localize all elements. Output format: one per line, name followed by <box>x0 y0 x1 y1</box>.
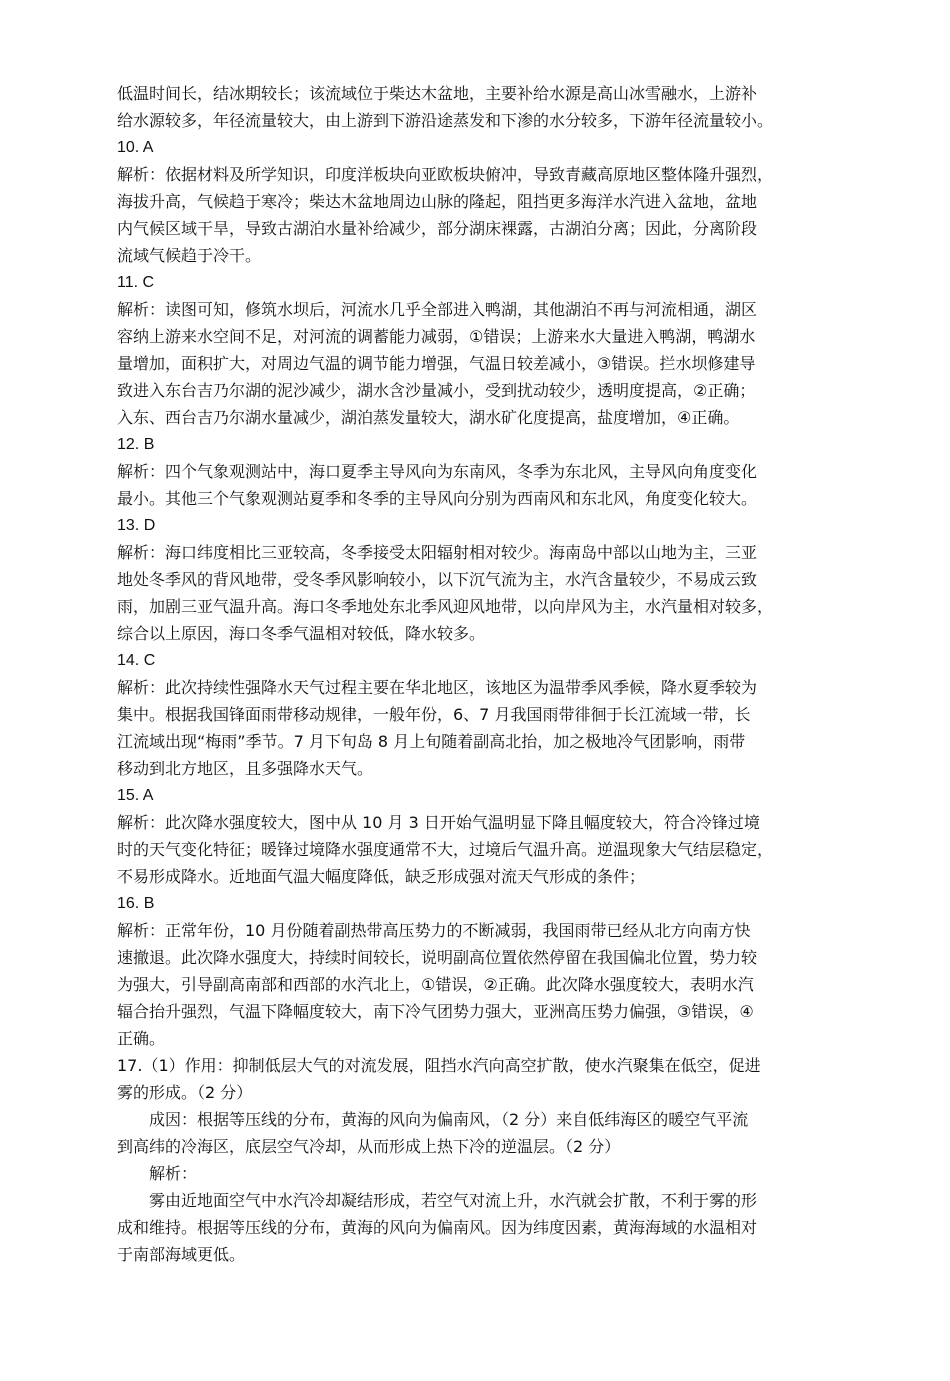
text-line: 解析：此次持续性强降水天气过程主要在华北地区，该地区为温带季风季候，降水夏季较为 <box>117 678 758 697</box>
text-line: 给水源较多，年径流量较大，由上游到下游沿途蒸发和下渗的水分较多，下游年径流量较小。 <box>117 111 774 130</box>
text-line: 解析：四个气象观测站中，海口夏季主导风向为东南风，冬季为东北风，主导风向角度变化 <box>117 462 758 481</box>
text-line: 成和维持。根据等压线的分布，黄海的风向为偏南风。因为纬度因素，黄海海域的水温相对 <box>117 1218 758 1237</box>
text-line: 量增加，面积扩大，对周边气温的调节能力增强，气温日较差减小，③错误。拦水坝修建导 <box>117 354 756 373</box>
text-line: 雾的形成。（2 分） <box>117 1083 253 1102</box>
text-line: 容纳上游来水空间不足，对河流的调蓄能力减弱，①错误；上游来水大量进入鸭湖，鸭湖水 <box>117 327 756 346</box>
text-line: 解析：正常年份，10 月份随着副热带高压势力的不断减弱，我国雨带已经从北方向南方快 <box>117 921 751 940</box>
text-line: 到高纬的冷海区，底层空气冷却，从而形成上热下冷的逆温层。（2 分） <box>117 1137 621 1156</box>
analysis-label: 解析： <box>149 1164 198 1183</box>
answer-17-part-1: 17.（1）作用：抑制低层大气的对流发展，阻挡水汽向高空扩散，使水汽聚集在低空，促进 <box>117 1056 761 1075</box>
answer-17-cause: 成因：根据等压线的分布，黄海的风向为偏南风，（2 分）来自低纬海区的暖空气平流 <box>149 1110 749 1129</box>
text-line: 致进入东台吉乃尔湖的泥沙减少，湖水含沙量减小，受到扰动较少，透明度提高，②正确； <box>117 381 756 400</box>
text-line: 时的天气变化特征；暖锋过境降水强度通常不大，过境后气温升高。逆温现象大气结层稳定， <box>117 840 774 859</box>
text-line: 地处冬季风的背风地带，受冬季风影响较小，以下沉气流为主，水汽含量较少，不易成云致 <box>117 570 758 589</box>
text-line: 江流域出现“梅雨”季节。7 月下旬岛 8 月上旬随着副高北抬，加之极地冷气团影响，雨带 <box>117 732 746 751</box>
answer-document <box>117 80 842 1268</box>
text-line: 不易形成降水。近地面气温大幅度降低，缺乏形成强对流天气形成的条件； <box>117 867 646 886</box>
text-line: 解析：此次降水强度较大，图中从 10 月 3 日开始气温明显下降且幅度较大，符合冷锋过境 <box>117 813 760 832</box>
text-line: 解析：海口纬度相比三亚较高，冬季接受太阳辐射相对较少。海南岛中部以山地为主，三亚 <box>117 543 758 562</box>
answer-label-10: 10. A <box>117 139 154 156</box>
answer-label-13: 13. D <box>117 517 156 534</box>
answer-label-12: 12. B <box>117 436 155 453</box>
text-line: 海拔升高，气候趋于寒冷；柴达木盆地周边山脉的隆起，阻挡更多海洋水汽进入盆地，盆地 <box>117 192 758 211</box>
text-line: 辐合抬升强烈，气温下降幅度较大，南下冷气团势力强大，亚洲高压势力偏强，③错误，④ <box>117 1002 754 1021</box>
text-line: 集中。根据我国锋面雨带移动规律，一般年份，6、7 月我国雨带徘徊于长江流域一带，长 <box>117 705 751 724</box>
text-line: 为强大，引导副高南部和西部的水汽北上，①错误，②正确。此次降水强度较大，表明水汽 <box>117 975 754 994</box>
answer-label-16: 16. B <box>117 895 155 912</box>
text-line: 于南部海域更低。 <box>117 1245 246 1264</box>
text-line: 速撤退。此次降水强度大，持续时间较长，说明副高位置依然停留在我国偏北位置，势力较 <box>117 948 758 967</box>
text-line: 雾由近地面空气中水汽冷却凝结形成，若空气对流上升，水汽就会扩散，不利于雾的形 <box>149 1191 758 1210</box>
text-line: 入东、西台吉乃尔湖水量减少，湖泊蒸发量较大，湖水矿化度提高，盐度增加，④正确。 <box>117 408 740 427</box>
answer-label-11: 11. C <box>117 274 155 291</box>
text-line: 综合以上原因，海口冬季气温相对较低，降水较多。 <box>117 624 486 643</box>
text-line: 雨，加剧三亚气温升高。海口冬季地处东北季风迎风地带，以向岸风为主，水汽量相对较多， <box>117 597 774 616</box>
text-line: 流域气候趋于冷干。 <box>117 246 262 265</box>
text-line: 内气候区域干旱，导致古湖泊水量补给减少，部分湖床裸露，古湖泊分离；因此，分离阶段 <box>117 219 758 238</box>
text-line: 移动到北方地区，且多强降水天气。 <box>117 759 374 778</box>
text-line: 正确。 <box>117 1029 166 1048</box>
answer-label-14: 14. C <box>117 652 156 669</box>
text-line: 解析：依据材料及所学知识，印度洋板块向亚欧板块俯冲，导致青藏高原地区整体隆升强烈， <box>117 165 774 184</box>
text-line: 最小。其他三个气象观测站夏季和冬季的主导风向分别为西南风和东北风，角度变化较大。 <box>117 489 758 508</box>
text-line: 低温时间长，结冰期较长；该流域位于柴达木盆地，主要补给水源是高山冰雪融水，上游补 <box>117 84 758 103</box>
answer-label-15: 15. A <box>117 787 154 804</box>
text-line: 解析：读图可知，修筑水坝后，河流水几乎全部进入鸭湖，其他湖泊不再与河流相通，湖区 <box>117 300 758 319</box>
